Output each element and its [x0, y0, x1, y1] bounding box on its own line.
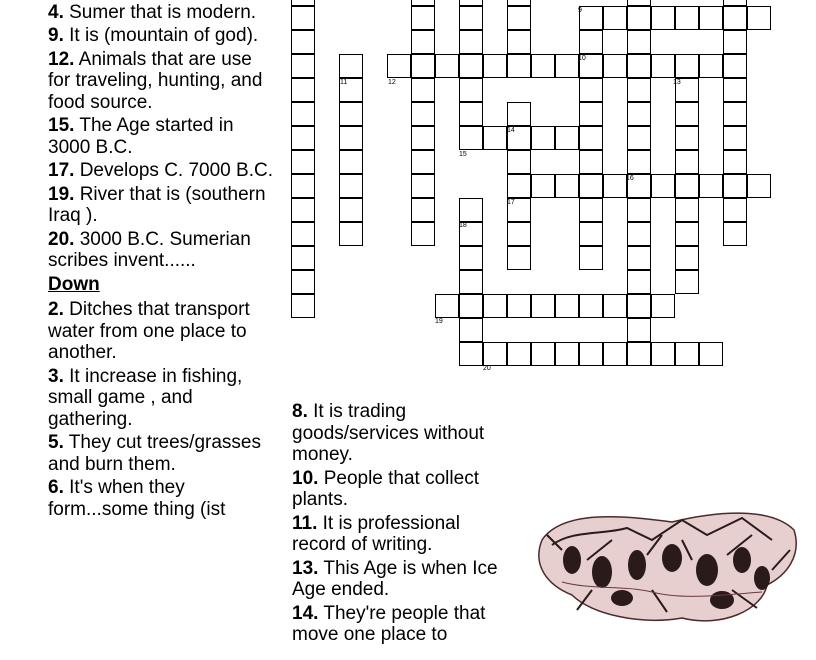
prehistoric-scene-illustration	[532, 500, 802, 630]
cell-number-20: 20	[483, 365, 491, 372]
grid-cell[interactable]	[675, 6, 699, 30]
grid-cell[interactable]	[579, 294, 603, 318]
grid-cell[interactable]	[723, 6, 747, 30]
grid-cell[interactable]	[603, 54, 627, 78]
grid-cell[interactable]	[627, 222, 651, 246]
clue-across-12: 12. Animals that are use for traveling, hunting, and food source.	[48, 48, 263, 113]
grid-cell[interactable]	[699, 342, 723, 366]
grid-cell[interactable]	[675, 174, 699, 198]
grid-cell[interactable]	[291, 6, 315, 30]
grid-cell[interactable]	[291, 174, 315, 198]
grid-cell[interactable]	[483, 342, 507, 366]
grid-cell[interactable]	[459, 102, 483, 126]
grid-cell[interactable]	[579, 198, 603, 222]
grid-cell[interactable]	[579, 342, 603, 366]
grid-cell[interactable]	[411, 102, 435, 126]
grid-cell[interactable]	[603, 6, 627, 30]
clue-across-20: 20. 3000 B.C. Sumerian scribes invent......	[48, 228, 251, 271]
grid-cell[interactable]	[627, 6, 651, 30]
clue-down-14: 14. They're people that move one place to	[292, 602, 486, 645]
grid-cell[interactable]	[627, 54, 651, 78]
grid-cell[interactable]	[675, 150, 699, 174]
clue-down-10: 10. People that collect plants.	[292, 467, 479, 510]
grid-cell[interactable]	[507, 54, 531, 78]
grid-cell[interactable]	[723, 150, 747, 174]
grid-cell[interactable]	[555, 294, 579, 318]
grid-cell[interactable]	[579, 150, 603, 174]
grid-cell[interactable]	[531, 342, 555, 366]
clue-across-19: 19. River that is (southern Iraq ).	[48, 183, 266, 226]
clue-across-4: 4. Sumer that is modern.	[48, 1, 257, 23]
grid-cell[interactable]	[675, 270, 699, 294]
grid-cell[interactable]	[627, 318, 651, 342]
grid-cell[interactable]	[627, 270, 651, 294]
grid-cell[interactable]	[459, 294, 483, 318]
grid-cell[interactable]	[723, 102, 747, 126]
grid-cell[interactable]	[507, 174, 531, 198]
grid-cell[interactable]	[579, 126, 603, 150]
grid-cell[interactable]	[339, 102, 363, 126]
cell-number-16: 16	[626, 175, 634, 182]
grid-cell[interactable]	[555, 126, 579, 150]
grid-cell[interactable]	[675, 198, 699, 222]
clue-down-2: 2. Ditches that transport water from one place to another.	[48, 299, 250, 363]
clue-down-13: 13. This Age is when Ice Age ended.	[292, 557, 498, 600]
grid-cell[interactable]	[627, 246, 651, 270]
grid-cell[interactable]	[699, 174, 723, 198]
grid-cell[interactable]	[507, 342, 531, 366]
grid-cell[interactable]	[291, 150, 315, 174]
grid-cell[interactable]	[291, 294, 315, 318]
grid-cell[interactable]	[459, 198, 483, 222]
grid-cell[interactable]	[579, 246, 603, 270]
grid-cell[interactable]	[675, 342, 699, 366]
grid-cell[interactable]	[723, 126, 747, 150]
grid-cell[interactable]	[411, 198, 435, 222]
grid-cell[interactable]	[651, 174, 675, 198]
grid-cell[interactable]	[555, 54, 579, 78]
grid-cell[interactable]	[627, 342, 651, 366]
grid-cell[interactable]	[459, 30, 483, 54]
grid-cell[interactable]	[723, 78, 747, 102]
grid-cell[interactable]	[459, 318, 483, 342]
grid-cell[interactable]	[291, 78, 315, 102]
grid-cell[interactable]	[291, 198, 315, 222]
grid-cell[interactable]	[507, 294, 531, 318]
grid-cell[interactable]	[603, 174, 627, 198]
grid-cell[interactable]	[411, 6, 435, 30]
down-clues-list	[292, 401, 517, 648]
grid-cell[interactable]	[507, 246, 531, 270]
grid-cell[interactable]	[459, 54, 483, 78]
grid-cell[interactable]	[483, 126, 507, 150]
grid-cell[interactable]	[291, 222, 315, 246]
grid-cell[interactable]	[579, 222, 603, 246]
cell-number-10: 10	[578, 55, 586, 62]
grid-cell[interactable]	[531, 174, 555, 198]
cell-number-19: 19	[435, 318, 443, 325]
grid-cell[interactable]	[339, 222, 363, 246]
clue-down-8: 8. It is trading goods/services without money.	[292, 401, 485, 465]
grid-cell[interactable]	[291, 54, 315, 78]
grid-cell[interactable]	[747, 6, 771, 30]
cell-number-15: 15	[459, 151, 467, 158]
clue-down-5: 5. They cut trees/grasses and burn them.	[48, 432, 261, 475]
grid-cell[interactable]	[675, 102, 699, 126]
grid-cell[interactable]	[411, 150, 435, 174]
cell-number-13: 13	[673, 79, 681, 86]
grid-cell[interactable]	[651, 6, 675, 30]
grid-cell[interactable]	[651, 54, 675, 78]
clue-down-11: 11. It is professional record of writing.	[292, 512, 460, 555]
grid-cell[interactable]	[411, 30, 435, 54]
grid-cell[interactable]	[603, 294, 627, 318]
grid-cell[interactable]	[579, 78, 603, 102]
grid-cell[interactable]	[411, 222, 435, 246]
grid-cell[interactable]	[339, 174, 363, 198]
grid-cell[interactable]	[435, 294, 459, 318]
grid-cell[interactable]	[675, 222, 699, 246]
grid-cell[interactable]	[579, 102, 603, 126]
grid-cell[interactable]	[627, 198, 651, 222]
grid-cell[interactable]	[723, 174, 747, 198]
grid-cell[interactable]	[723, 30, 747, 54]
grid-cell[interactable]	[675, 54, 699, 78]
grid-cell[interactable]	[627, 102, 651, 126]
clue-across-15: 15. The Age started in 3000 B.C.	[48, 115, 234, 158]
down-heading: Down	[48, 273, 100, 295]
grid-cell[interactable]	[339, 126, 363, 150]
grid-cell[interactable]	[507, 6, 531, 30]
grid-cell[interactable]	[507, 30, 531, 54]
grid-cell[interactable]	[459, 246, 483, 270]
grid-cell[interactable]	[555, 174, 579, 198]
clue-across-9: 9. It is (mountain of god).	[48, 25, 259, 46]
grid-cell[interactable]	[291, 126, 315, 150]
cell-number-17: 17	[507, 199, 515, 206]
grid-cell[interactable]	[411, 126, 435, 150]
grid-cell[interactable]	[339, 54, 363, 78]
grid-cell[interactable]	[579, 6, 603, 30]
grid-cell[interactable]	[579, 174, 603, 198]
clue-down-6: 6. It's when they form...some thing (ist	[48, 477, 226, 520]
grid-cell[interactable]	[459, 78, 483, 102]
grid-cell[interactable]	[723, 198, 747, 222]
grid-cell[interactable]	[555, 342, 579, 366]
grid-cell[interactable]	[675, 126, 699, 150]
cell-number-9: 9	[578, 7, 582, 14]
grid-cell[interactable]	[603, 342, 627, 366]
cell-number-12: 12	[388, 79, 396, 86]
grid-cell[interactable]	[627, 78, 651, 102]
grid-cell[interactable]	[627, 294, 651, 318]
grid-cell[interactable]	[435, 54, 459, 78]
grid-cell[interactable]	[411, 174, 435, 198]
grid-cell[interactable]	[459, 342, 483, 366]
grid-cell[interactable]	[339, 198, 363, 222]
across-clues-list	[48, 0, 273, 522]
grid-cell[interactable]	[531, 54, 555, 78]
grid-cell[interactable]	[459, 126, 483, 150]
clue-across-17: 17. Develops C. 7000 B.C.	[48, 160, 273, 181]
grid-cell[interactable]	[531, 126, 555, 150]
grid-cell[interactable]	[339, 150, 363, 174]
grid-cell[interactable]	[651, 294, 675, 318]
grid-cell[interactable]	[675, 246, 699, 270]
grid-cell[interactable]	[291, 30, 315, 54]
grid-cell[interactable]	[699, 54, 723, 78]
grid-cell[interactable]	[747, 174, 771, 198]
grid-cell[interactable]	[579, 30, 603, 54]
grid-cell[interactable]	[723, 54, 747, 78]
cell-number-14: 14	[507, 127, 515, 134]
grid-cell[interactable]	[459, 270, 483, 294]
grid-cell[interactable]	[627, 30, 651, 54]
grid-cell[interactable]	[507, 102, 531, 126]
grid-cell[interactable]	[411, 78, 435, 102]
grid-cell[interactable]	[627, 126, 651, 150]
grid-cell[interactable]	[291, 270, 315, 294]
grid-cell[interactable]	[531, 294, 555, 318]
cell-number-18: 18	[459, 222, 467, 229]
grid-cell[interactable]	[699, 6, 723, 30]
cell-number-11: 11	[340, 79, 348, 86]
grid-cell[interactable]	[507, 150, 531, 174]
grid-cell[interactable]	[627, 150, 651, 174]
grid-cell[interactable]	[291, 102, 315, 126]
clue-down-3: 3. It increase in fishing, small game , and gathering.	[48, 365, 243, 430]
grid-cell[interactable]	[411, 54, 435, 78]
grid-cell[interactable]	[723, 222, 747, 246]
grid-cell[interactable]	[507, 222, 531, 246]
grid-cell[interactable]	[651, 342, 675, 366]
grid-cell[interactable]	[291, 246, 315, 270]
grid-cell[interactable]	[483, 294, 507, 318]
grid-cell[interactable]	[483, 54, 507, 78]
grid-cell[interactable]	[459, 6, 483, 30]
grid-cell[interactable]	[387, 54, 411, 78]
